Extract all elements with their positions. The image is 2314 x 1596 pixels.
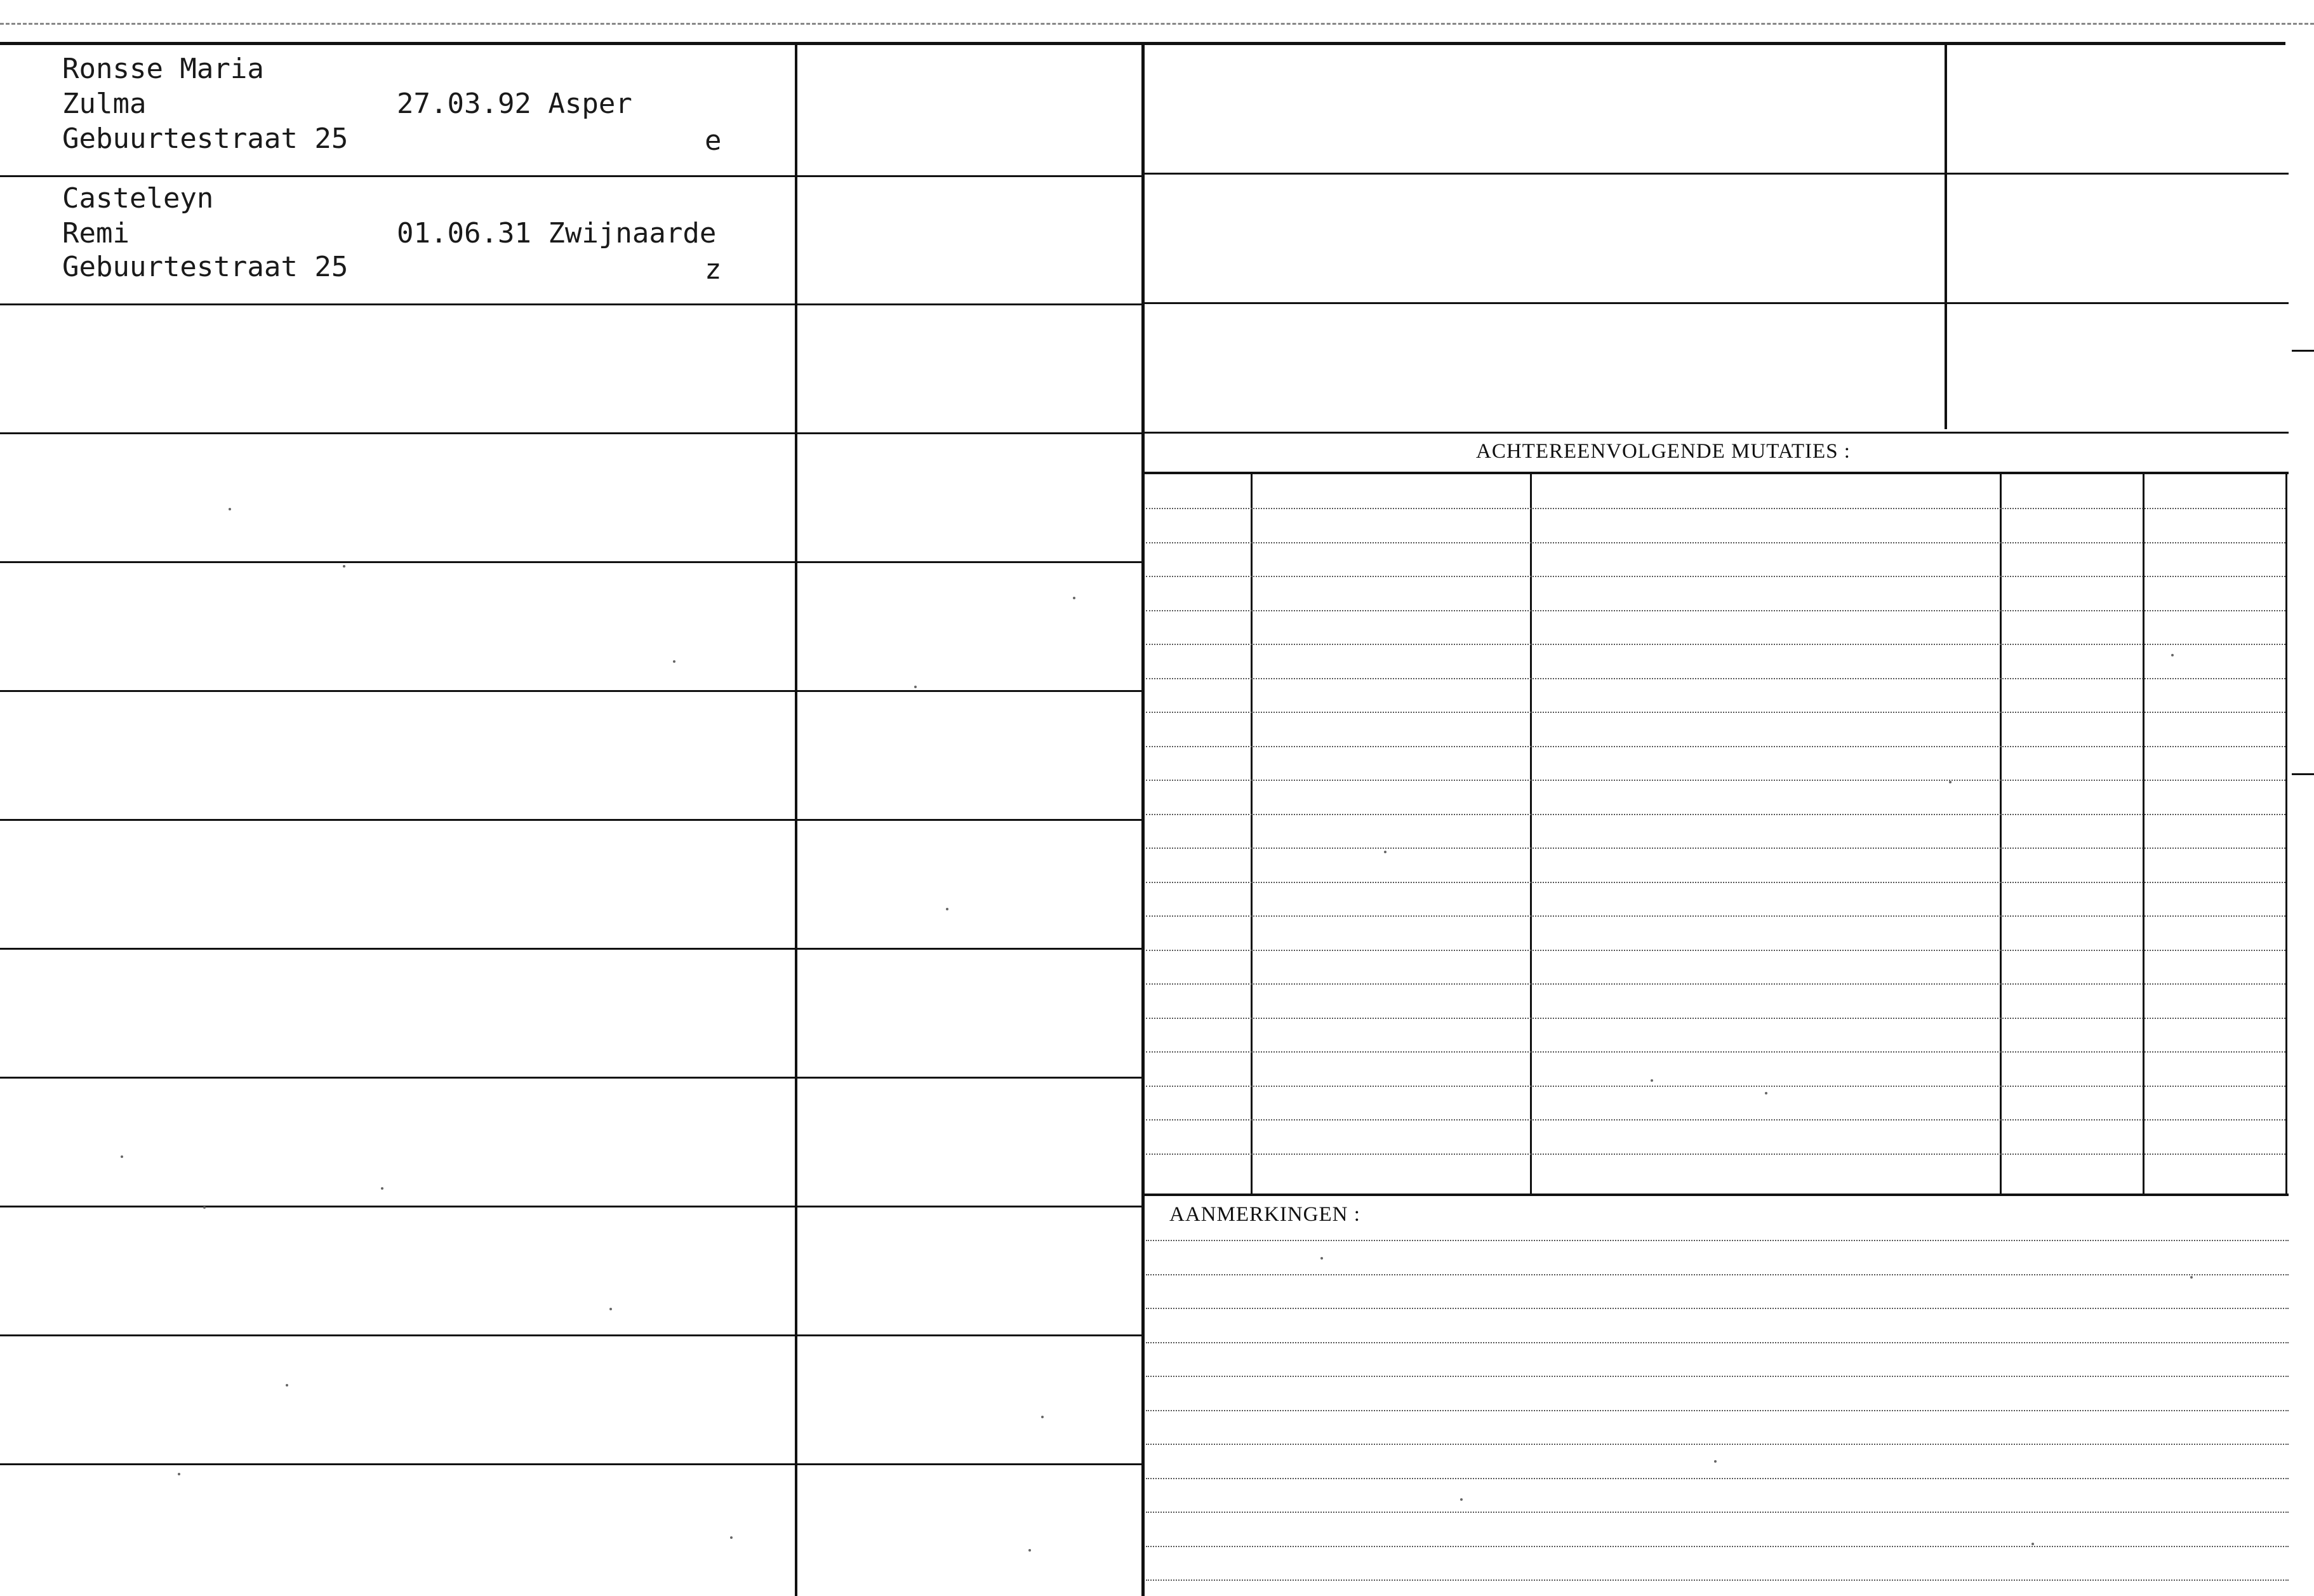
left-row-line-6 bbox=[0, 819, 1143, 821]
mutations-right-border bbox=[2285, 473, 2287, 1195]
remarks-dotted-line bbox=[1146, 1478, 2289, 1479]
mutations-dotted-line bbox=[1146, 848, 2285, 849]
mutations-dotted-line bbox=[1146, 1119, 2285, 1121]
paper-speck bbox=[730, 1536, 733, 1539]
paper-speck bbox=[203, 1206, 206, 1209]
remarks-dotted-line bbox=[1146, 1512, 2289, 1513]
margin-tick-1 bbox=[2292, 350, 2314, 352]
remarks-title: AANMERKINGEN : bbox=[1169, 1203, 1360, 1226]
mutations-dotted-line bbox=[1146, 542, 2285, 543]
mutations-dotted-line bbox=[1146, 644, 2285, 645]
left-row-line-5 bbox=[0, 690, 1143, 692]
paper-speck bbox=[1028, 1549, 1031, 1552]
top-torn-edge bbox=[0, 23, 2314, 25]
paper-speck bbox=[914, 686, 917, 688]
paper-speck bbox=[178, 1473, 180, 1475]
paper-speck bbox=[1765, 1092, 1767, 1094]
record-1-birth: 27.03.92 Asper bbox=[397, 88, 632, 120]
remarks-dotted-line bbox=[1146, 1546, 2289, 1547]
record-1-surname: Ronsse Maria bbox=[62, 53, 264, 85]
mutations-dotted-line bbox=[1146, 950, 2285, 951]
left-row-line-11 bbox=[0, 1463, 1143, 1465]
left-row-line-8 bbox=[0, 1077, 1143, 1079]
paper-speck bbox=[286, 1384, 288, 1387]
right-row-line-1 bbox=[1143, 173, 2289, 175]
paper-speck bbox=[343, 565, 345, 568]
right-row-line-3 bbox=[1143, 432, 2289, 434]
left-row-line-2 bbox=[0, 303, 1143, 305]
record-2-address: Gebuurtestraat 25 bbox=[62, 251, 349, 283]
left-row-line-3 bbox=[0, 432, 1143, 434]
mutations-dotted-line bbox=[1146, 780, 2285, 781]
left-row-line-1 bbox=[0, 175, 1143, 177]
paper-speck bbox=[1320, 1257, 1323, 1260]
remarks-dotted-line bbox=[1146, 1274, 2289, 1275]
paper-speck bbox=[229, 508, 231, 510]
paper-speck bbox=[1460, 1498, 1463, 1501]
left-row-line-7 bbox=[0, 948, 1143, 950]
right-row-line-2 bbox=[1143, 302, 2289, 304]
paper-speck bbox=[2171, 654, 2174, 656]
mutations-dotted-line bbox=[1146, 712, 2285, 713]
record-2-birth: 01.06.31 Zwijnaarde bbox=[397, 217, 717, 249]
record-2-code: z bbox=[705, 253, 722, 286]
record-2-firstname: Remi bbox=[62, 217, 130, 249]
left-row-line-9 bbox=[0, 1206, 1143, 1207]
paper-speck bbox=[2031, 1543, 2034, 1545]
remarks-dotted-line bbox=[1146, 1444, 2289, 1445]
mutations-dotted-line bbox=[1146, 1086, 2285, 1087]
paper-speck bbox=[1073, 597, 1075, 599]
column-divider-3 bbox=[1945, 43, 1947, 429]
mutations-dotted-line bbox=[1146, 1018, 2285, 1019]
record-1-address: Gebuurtestraat 25 bbox=[62, 123, 349, 155]
mutations-dotted-line bbox=[1146, 576, 2285, 577]
paper-speck bbox=[1651, 1079, 1653, 1082]
mutations-dotted-line bbox=[1146, 508, 2285, 509]
record-1-code: e bbox=[705, 124, 722, 157]
mutations-dotted-line bbox=[1146, 1154, 2285, 1155]
mutations-dotted-line bbox=[1146, 746, 2285, 747]
paper-speck bbox=[946, 908, 948, 910]
mutations-dotted-line bbox=[1146, 882, 2285, 883]
paper-speck bbox=[121, 1155, 123, 1158]
left-row-line-4 bbox=[0, 561, 1143, 563]
mutations-dotted-line bbox=[1146, 983, 2285, 985]
paper-speck bbox=[381, 1187, 383, 1190]
paper-speck bbox=[673, 660, 675, 663]
record-2-surname: Casteleyn bbox=[62, 182, 214, 215]
paper-speck bbox=[609, 1308, 612, 1310]
paper-speck bbox=[1384, 851, 1386, 853]
left-row-line-10 bbox=[0, 1334, 1143, 1336]
remarks-dotted-line bbox=[1146, 1308, 2289, 1309]
mutations-dotted-line bbox=[1146, 814, 2285, 815]
mutations-header-line bbox=[1143, 472, 2289, 474]
margin-tick-2 bbox=[2292, 773, 2314, 775]
paper-speck bbox=[1949, 781, 1952, 783]
mutations-dotted-line bbox=[1146, 678, 2285, 679]
paper-speck bbox=[1041, 1416, 1044, 1418]
remarks-dotted-line bbox=[1146, 1579, 2289, 1581]
remarks-dotted-line bbox=[1146, 1410, 2289, 1411]
paper-speck bbox=[1714, 1460, 1717, 1463]
mutations-title: ACHTEREENVOLGENDE MUTATIES : bbox=[1476, 440, 1851, 463]
remarks-dotted-line bbox=[1146, 1342, 2289, 1343]
mutations-dotted-line bbox=[1146, 1051, 2285, 1053]
remarks-dotted-line bbox=[1146, 1376, 2289, 1377]
mutations-dotted-line bbox=[1146, 610, 2285, 611]
remarks-dotted-line bbox=[1146, 1240, 2289, 1241]
mutations-dotted-line bbox=[1146, 915, 2285, 917]
mutations-bottom-line bbox=[1143, 1194, 2289, 1196]
record-1-firstname: Zulma bbox=[62, 88, 147, 120]
paper-speck bbox=[2190, 1276, 2193, 1279]
